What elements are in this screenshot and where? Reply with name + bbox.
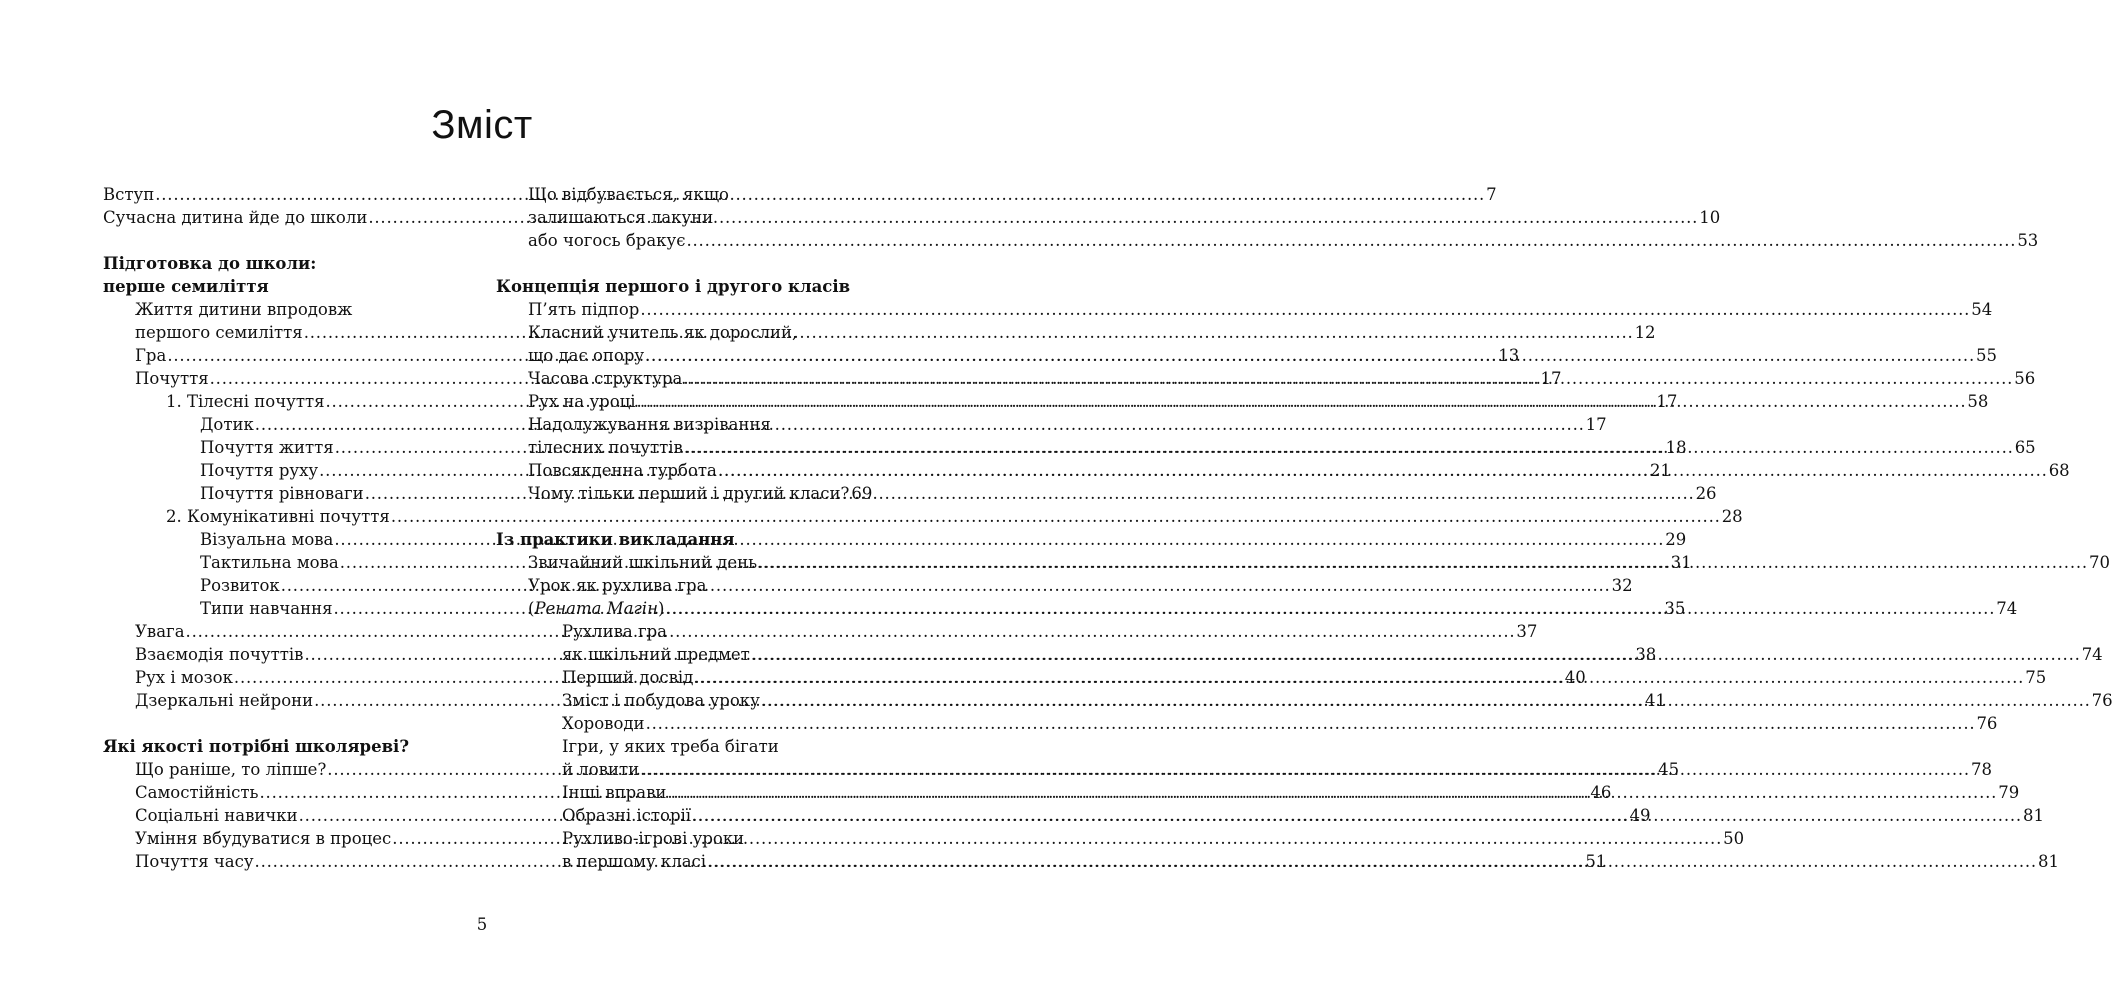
toc-entry-title: П’ять підпор [528,300,640,319]
dot-leader [667,781,1997,804]
toc-entry-title-line: Рухливо-ігрові уроки [562,829,745,848]
dot-leader [758,551,2088,574]
toc-page-number: 75 [2025,668,2047,687]
dot-leader [640,298,1970,321]
toc-page-number: 81 [2022,806,2044,825]
toc-entry-title: Типи навчання [200,599,333,618]
toc-page-number: 76 [1976,714,1998,733]
dot-leader [686,229,2016,252]
toc-page-number: 69 [851,484,873,503]
toc-entry-title: Уміння вбудуватися в процес [135,829,392,848]
dot-leader [281,574,1611,597]
toc-page-number: 21 [1650,461,1672,480]
toc-page-number: 41 [1645,691,1666,710]
toc-entry-title: Чому тільки перший і другий класи? [528,484,850,503]
toc-page-number: 55 [1976,346,1998,365]
dot-leader [707,850,2037,873]
toc-entry-title: першого семиліття [135,323,303,342]
toc-page-number: 74 [2081,645,2103,664]
toc-page-number: 17 [1656,392,1678,411]
toc-page-number: 17 [1540,369,1562,388]
toc-entry-title: Сучасна дитина йде до школи [103,208,368,227]
toc-entry-title: Розвиток [200,576,280,595]
toc-entry-title: Самостійність [135,783,259,802]
toc-page-number: 32 [1611,576,1633,595]
dot-leader [640,758,1970,781]
toc-page-number: 49 [1629,806,1651,825]
dot-leader [683,367,2013,390]
toc-page-number: 56 [2014,369,2036,388]
page-title: Зміст [431,103,533,147]
section-spacer [496,505,863,528]
section-spacer [103,229,473,252]
toc-entry-title-line: Надолужування визрівання [528,415,771,434]
dot-leader [646,712,1976,735]
toc-page-number: 29 [1665,530,1687,549]
toc-entry-title: або чогось бракує [528,231,686,250]
toc-page-number: 18 [1665,438,1687,457]
dot-leader [637,390,1967,413]
toc-page-number: 37 [1516,622,1538,641]
toc-entry-title: Візуальна мова [200,530,334,549]
toc-entry-author: Рената Магін [534,599,658,618]
toc-page-number: 13 [1498,346,1520,365]
toc-entry-title: Почуття життя [200,438,334,457]
toc-page-number: 17 [1585,415,1607,434]
toc-entry-title-line: Класний учитель як дорослий, [528,323,798,342]
toc-page-number: 78 [1970,760,1992,779]
section-spacer [496,252,863,275]
toc-page-number: 54 [1971,300,1993,319]
toc-entry-title-line: Життя дитини впродовж [135,300,353,319]
toc-entry-title: й ловити [562,760,640,779]
toc-entry-title-line: Урок як рухлива гра [528,576,707,595]
dot-leader [645,344,1975,367]
toc-entry-title: Дотик [200,415,254,434]
toc-entry-title: Тактильна мова [200,553,339,572]
toc-page-number: 45 [1658,760,1680,779]
toc-section-heading: Які якості потрібні школяреві? [103,737,409,756]
section-spacer [103,712,473,735]
toc-entry [496,482,873,505]
toc-entry-title: Образні історії [562,806,692,825]
toc-page-number: 51 [1585,852,1607,871]
toc-page-number: 40 [1564,668,1586,687]
toc-entry-title-prefix: ( [528,599,535,618]
toc-entry-title: Перший досвід [562,668,694,687]
toc-section-heading: Із практики викладання [496,530,735,549]
toc-page-number: 79 [1998,783,2020,802]
dot-leader [684,436,2014,459]
toc-page-number: 10 [1699,208,1721,227]
toc-entry-title: в першому класі [562,852,707,871]
toc-entry-title: Рух на уроці [528,392,636,411]
toc-entry-title: як шкільний предмет [562,645,750,664]
toc-entry-title: Інші вправи [562,783,667,802]
dot-leader [761,689,2091,712]
dot-leader [694,666,2024,689]
toc-entry-title: Вступ [103,185,155,204]
toc-page-number: 68 [2048,461,2070,480]
toc-entry-title: Почуття руху [200,461,319,480]
toc-section-heading: перше семиліття [103,277,269,296]
toc-page-number: 31 [1670,553,1692,572]
toc-entry-title: тілесних почуттів [528,438,683,457]
toc-page-number: 70 [2088,553,2110,572]
toc-entry-title: Що раніше, то ліпше? [135,760,327,779]
toc-page-number: 65 [2014,438,2036,457]
toc-section-heading: Концепція першого і другого класів [496,277,851,296]
toc-section-heading: Підготовка до школи: [103,254,317,273]
toc-entry-title: Гра [135,346,167,365]
toc-page-number: 35 [1664,599,1686,618]
toc-entry-title: Увага [135,622,185,641]
toc-entry-title: Повсякденна турбота [528,461,717,480]
toc-page-number: 81 [2037,852,2059,871]
toc-entry-title: Зміст і побудова уроку [562,691,760,710]
toc-entry-title-line: залишаються лакуни [528,208,714,227]
toc-entry [496,298,1993,321]
toc-entry [496,712,1998,735]
toc-entry-title: Дзеркальні нейрони [135,691,314,710]
toc-page-number: 46 [1590,783,1612,802]
toc-page-number: 38 [1635,645,1657,664]
dot-leader [751,643,2081,666]
toc-page-number: 76 [2091,691,2113,710]
toc-page-number: 53 [2017,231,2039,250]
toc-entry-title: Рух і мозок [135,668,233,687]
toc-page-number: 7 [1486,185,1497,204]
toc-entry [496,229,2039,252]
toc-entry-title-line: Рухлива гра [562,622,668,641]
toc-page-number: 50 [1723,829,1745,848]
toc-entry-title: Взаємодія почуттів [135,645,304,664]
toc-entry-title-suffix: ) [657,599,665,618]
toc-entry-title: Почуття рівноваги [200,484,364,503]
page-number: 5 [476,915,488,934]
dot-leader [718,459,2048,482]
toc-entry-title: Звичайний шкільний день [528,553,758,572]
dot-leader [665,597,1995,620]
toc-entry-title: Часова структура [528,369,683,388]
toc-entry-title: Почуття часу [135,852,254,871]
toc-entry-title-line: Що відбувається, якщо [528,185,729,204]
toc-page-number: 74 [1996,599,2018,618]
toc-entry-title [528,597,664,620]
toc-page-number: 26 [1695,484,1717,503]
toc-entry-title: що дає опору [528,346,645,365]
toc-entry-title: Хороводи [562,714,645,733]
toc-entry-title: Соціальні навички [135,806,298,825]
toc-page-number: 12 [1634,323,1656,342]
toc-entry-title-line: Ігри, у яких треба бігати [562,737,779,756]
dot-leader [692,804,2022,827]
toc-entry-title: Почуття [135,369,209,388]
toc-entry-title: 2. Комунікативні почуття [166,507,390,526]
toc-page-number: 58 [1967,392,1989,411]
dot-leader [255,413,1585,436]
toc-entry-title: 1. Тілесні почуття [166,392,325,411]
toc-page-number: 28 [1721,507,1743,526]
toc-entry [103,505,1743,528]
